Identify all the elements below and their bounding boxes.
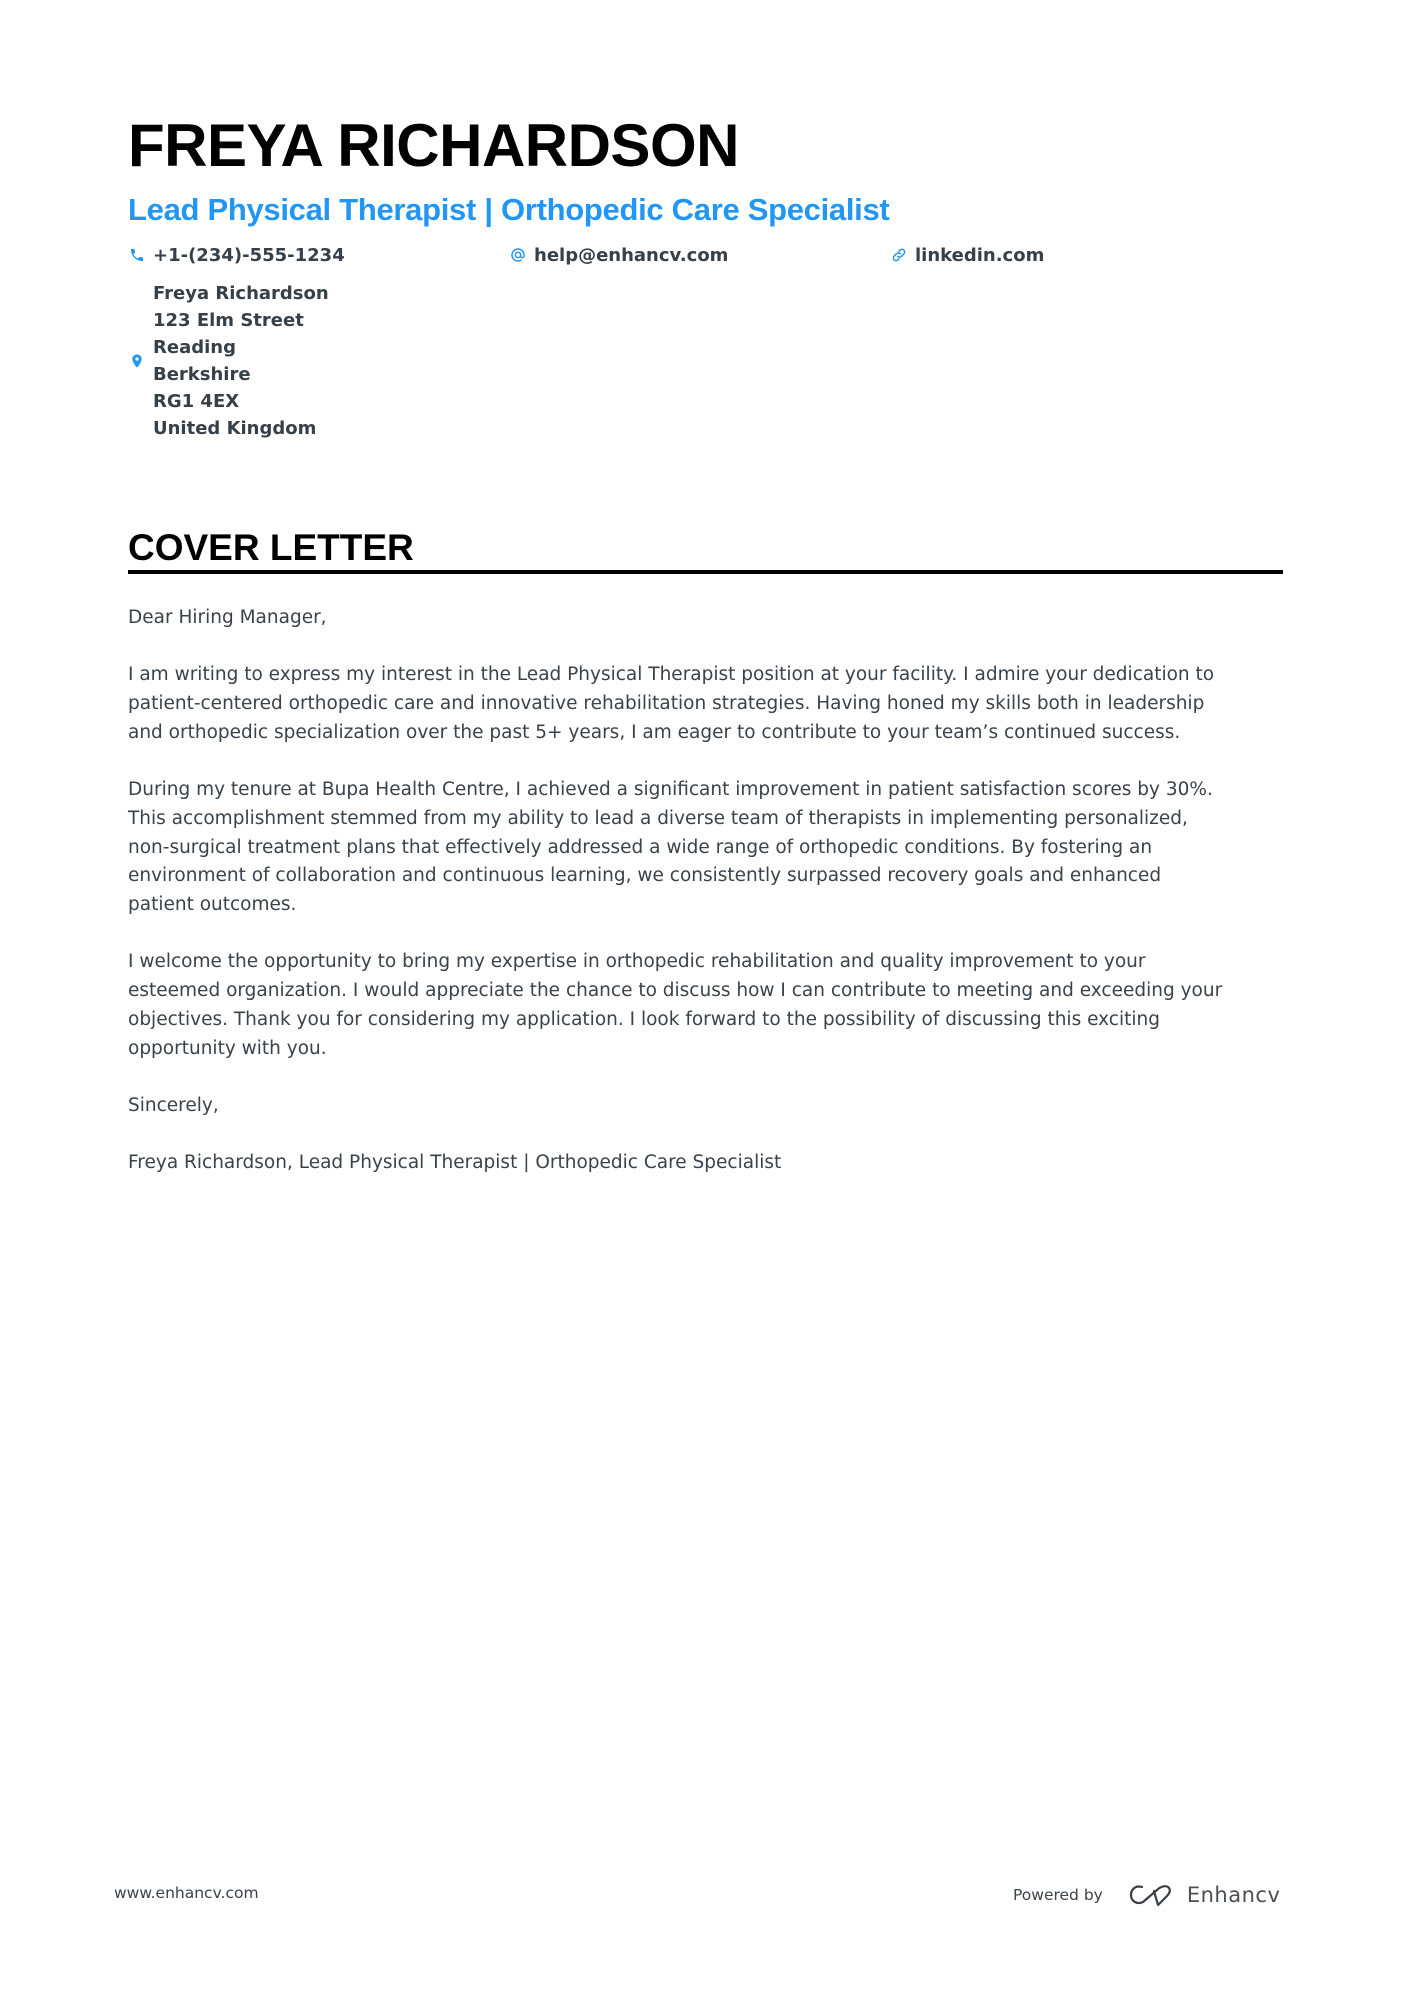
address-line: RG1 4EX <box>153 391 240 412</box>
candidate-title: Lead Physical Therapist | Orthopedic Care Specialist <box>128 192 890 227</box>
powered-by-label: Powered by <box>1013 1886 1103 1904</box>
letter-paragraph-1: I am writing to express my interest in the Lead Physical Therapist position at your facility. I admire your dedication to patient-centered orthopedic care and innovative rehabilitation strategies. Having honed my skills both in leadership and orthopedic specialization over the past 5+ years, I am eager to contribute to your team’s continued success. <box>128 664 1215 743</box>
address-line: Berkshire <box>153 364 251 385</box>
email-link[interactable]: help@enhancv.com <box>534 244 729 266</box>
address-line: 123 Elm Street <box>153 310 304 331</box>
enhancv-logo-icon <box>1129 1882 1175 1908</box>
letter-body <box>128 604 1288 1207</box>
map-pin-icon <box>129 353 145 369</box>
at-icon <box>510 247 526 263</box>
address-line: Freya Richardson <box>153 283 329 304</box>
address-line: United Kingdom <box>153 418 317 439</box>
contact-email <box>510 243 728 267</box>
footer-website-link[interactable]: www.enhancv.com <box>114 1884 259 1902</box>
letter-paragraph-3: I welcome the opportunity to bring my expertise in orthopedic rehabilitation and quality improvement to your esteemed organization. I would appreciate the chance to discuss how I can contribute to meeting and exceeding your objectives. Thank you for considering my application. I look forward to the possibility of discussing this exciting opportunity with you. <box>128 951 1223 1059</box>
section-divider <box>128 570 1283 574</box>
footer-branding <box>1013 1880 1280 1910</box>
enhancv-logo-text: Enhancv <box>1186 1883 1281 1907</box>
letter-paragraph-2: During my tenure at Bupa Health Centre, I achieved a significant improvement in patient satisfaction scores by 30%. This accomplishment stemmed from my ability to lead a diverse team of therapists in implementing personalized, non-surgical treatment plans that effectively addressed a wide range of orthopedic conditions. By fostering an environment of collaboration and continuous learning, we consistently surpassed recovery goals and enhanced patient outcomes. <box>128 779 1213 915</box>
website-link[interactable]: linkedin.com <box>915 244 1045 266</box>
letter-closing: Sincerely, <box>128 1094 219 1116</box>
contact-phone <box>129 243 345 267</box>
phone-icon <box>129 247 145 263</box>
contact-website <box>891 243 1044 267</box>
section-title: COVER LETTER <box>128 527 414 568</box>
letter-greeting: Dear Hiring Manager, <box>128 607 327 628</box>
phone-value: +1-(234)-555-1234 <box>153 244 345 266</box>
candidate-name: FREYA RICHARDSON <box>128 112 739 179</box>
address-lines <box>153 280 329 442</box>
letter-signature: Freya Richardson, Lead Physical Therapist | Orthopedic Care Specialist <box>128 1152 782 1174</box>
address-line: Reading <box>153 337 236 358</box>
contact-address <box>129 280 329 442</box>
link-icon <box>891 247 907 263</box>
